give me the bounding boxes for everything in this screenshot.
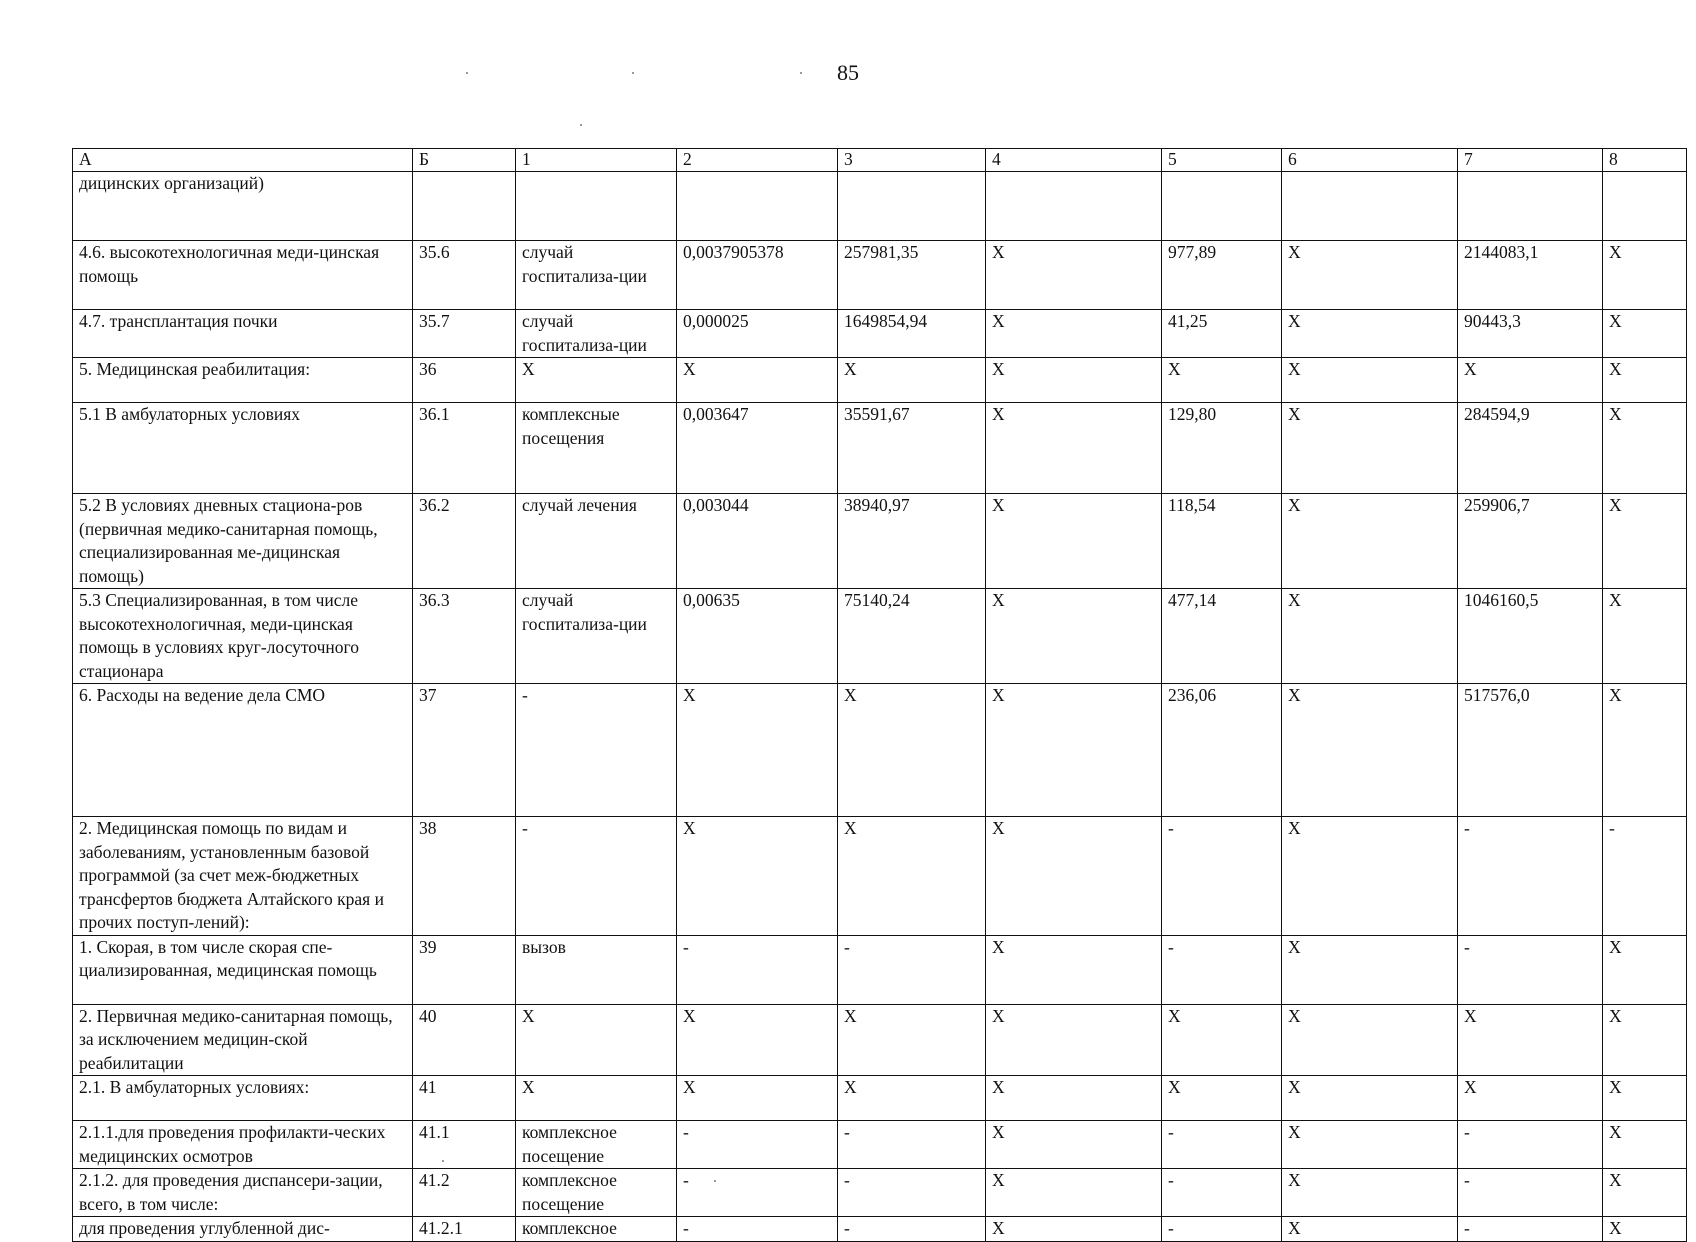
table-cell: X — [1603, 310, 1687, 358]
table-cell: X — [1162, 1004, 1282, 1076]
table-cell: комплексное посещение — [516, 1169, 677, 1217]
table-row — [73, 817, 1687, 936]
table-cell: X — [986, 1121, 1162, 1169]
table-cell: 35591,67 — [838, 403, 986, 494]
table-cell: 1. Скорая, в том числе скорая спе-циализированная, медицинская помощь — [73, 935, 413, 1004]
table-cell: 1649854,94 — [838, 310, 986, 358]
table-cell: 41.2 — [413, 1169, 516, 1217]
table-cell: X — [1282, 494, 1458, 589]
table-cell: X — [1603, 1217, 1687, 1242]
table-cell: - — [1162, 935, 1282, 1004]
table-cell: 38 — [413, 817, 516, 936]
table-cell — [838, 172, 986, 241]
table-cell: 259906,7 — [1458, 494, 1603, 589]
table-cell: 75140,24 — [838, 589, 986, 684]
table-cell: 36 — [413, 358, 516, 403]
table-row — [73, 1004, 1687, 1076]
table-cell — [413, 172, 516, 241]
table-cell: 2. Первичная медико-санитарная помощь, за исключением медицин-ской реабилитации — [73, 1004, 413, 1076]
table-cell: X — [986, 1217, 1162, 1242]
table-cell: X — [986, 241, 1162, 310]
table-cell: X — [1282, 358, 1458, 403]
table-cell — [677, 172, 838, 241]
table-cell: X — [1603, 1121, 1687, 1169]
table-cell: X — [1603, 684, 1687, 817]
table-cell: - — [1458, 1121, 1603, 1169]
table-cell: X — [986, 1169, 1162, 1217]
page-number: 85 — [837, 60, 859, 85]
table-cell: 2. Медицинская помощь по видам и заболеваниям, установленным базовой программой (за счет меж-бюджетных трансфертов бюджета Алтайского края и прочих поступ-лений): — [73, 817, 413, 936]
table-row — [73, 172, 1687, 241]
table-cell: X — [677, 358, 838, 403]
table-cell: 41 — [413, 1076, 516, 1121]
table-cell: X — [986, 494, 1162, 589]
table-cell: X — [1603, 358, 1687, 403]
header-cell: 7 — [1458, 149, 1603, 172]
table-cell: X — [1603, 1076, 1687, 1121]
table-cell: 36.3 — [413, 589, 516, 684]
table-cell: 517576,0 — [1458, 684, 1603, 817]
table-cell: - — [1162, 1217, 1282, 1242]
table-cell: X — [1458, 1004, 1603, 1076]
table-cell: X — [1282, 817, 1458, 936]
table-cell: X — [516, 358, 677, 403]
table-cell: X — [677, 684, 838, 817]
table-cell: 257981,35 — [838, 241, 986, 310]
table-cell: 39 — [413, 935, 516, 1004]
table-cell: 35.7 — [413, 310, 516, 358]
table-cell — [516, 172, 677, 241]
table-cell: 0,0037905378 — [677, 241, 838, 310]
table-cell: X — [1282, 241, 1458, 310]
table-cell: - — [838, 1169, 986, 1217]
table-cell: X — [838, 358, 986, 403]
table-cell: X — [986, 310, 1162, 358]
table-row — [73, 1121, 1687, 1169]
table-cell: случай госпитализа-ции — [516, 310, 677, 358]
table-cell — [1162, 172, 1282, 241]
table-cell: X — [838, 817, 986, 936]
table-cell: - — [677, 935, 838, 1004]
table-cell: комплексное посещение — [516, 1121, 677, 1169]
table-cell: дицинских организаций) — [73, 172, 413, 241]
table-cell: X — [986, 684, 1162, 817]
table-cell: - — [838, 935, 986, 1004]
table-cell: 5. Медицинская реабилитация: — [73, 358, 413, 403]
table-cell: 36.2 — [413, 494, 516, 589]
table-cell: X — [838, 1076, 986, 1121]
table-cell: X — [1282, 1076, 1458, 1121]
scan-speck — [800, 72, 802, 74]
table-cell: 35.6 — [413, 241, 516, 310]
table-cell — [1282, 172, 1458, 241]
header-cell: 6 — [1282, 149, 1458, 172]
table-cell: вызов — [516, 935, 677, 1004]
table-cell: 37 — [413, 684, 516, 817]
table-cell: 36.1 — [413, 403, 516, 494]
table-cell: X — [1282, 684, 1458, 817]
table-row — [73, 310, 1687, 358]
table-body — [73, 149, 1687, 1242]
table-cell: - — [838, 1121, 986, 1169]
table-cell: комплексные посещения — [516, 403, 677, 494]
header-cell: А — [73, 149, 413, 172]
header-cell: 8 — [1603, 149, 1687, 172]
table-cell: 977,89 — [1162, 241, 1282, 310]
table-cell: X — [986, 358, 1162, 403]
table-row — [73, 935, 1687, 1004]
table-cell: - — [1458, 817, 1603, 936]
table-cell: - — [1458, 935, 1603, 1004]
table-cell: случай лечения — [516, 494, 677, 589]
table-cell: X — [1603, 935, 1687, 1004]
table-cell: 6. Расходы на ведение дела СМО — [73, 684, 413, 817]
table-cell: X — [516, 1076, 677, 1121]
table-cell: X — [986, 935, 1162, 1004]
table-cell: X — [986, 1076, 1162, 1121]
table-cell: случай госпитализа-ции — [516, 241, 677, 310]
table-cell: - — [1458, 1217, 1603, 1242]
table-cell: 38940,97 — [838, 494, 986, 589]
table-cell: 0,000025 — [677, 310, 838, 358]
header-cell: Б — [413, 149, 516, 172]
table-cell: X — [1162, 1076, 1282, 1121]
table-cell: X — [1603, 1004, 1687, 1076]
table-cell: X — [986, 1004, 1162, 1076]
table-cell: - — [1162, 817, 1282, 936]
table-cell: - — [516, 817, 677, 936]
table-cell: 41.2.1 — [413, 1217, 516, 1242]
table-cell: для проведения углубленной дис- — [73, 1217, 413, 1242]
table-row — [73, 494, 1687, 589]
table-cell: X — [677, 1076, 838, 1121]
table-cell: X — [1282, 1169, 1458, 1217]
table-row — [73, 358, 1687, 403]
table-cell: 41.1 — [413, 1121, 516, 1169]
table-cell: - — [1162, 1121, 1282, 1169]
table-cell: - — [1603, 817, 1687, 936]
table-cell: 4.7. трансплантация почки — [73, 310, 413, 358]
table-cell: 2.1. В амбулаторных условиях: — [73, 1076, 413, 1121]
header-cell: 1 — [516, 149, 677, 172]
table-cell: X — [1282, 310, 1458, 358]
table-cell: X — [1282, 935, 1458, 1004]
scan-speck — [580, 124, 582, 126]
table-cell: X — [1603, 403, 1687, 494]
table-cell: 0,00635 — [677, 589, 838, 684]
header-cell: 3 — [838, 149, 986, 172]
table-cell: X — [1282, 1004, 1458, 1076]
table-cell: 0,003647 — [677, 403, 838, 494]
table-cell: 1046160,5 — [1458, 589, 1603, 684]
table-cell: 5.2 В условиях дневных стациона-ров (первичная медико-санитарная помощь, специализированная ме-дицинская помощь) — [73, 494, 413, 589]
table-cell: X — [1282, 589, 1458, 684]
table-cell: X — [986, 817, 1162, 936]
table-cell — [986, 172, 1162, 241]
table-row — [73, 403, 1687, 494]
header-cell: 2 — [677, 149, 838, 172]
table-header-row — [73, 149, 1687, 172]
table-cell: X — [677, 817, 838, 936]
table-cell: X — [1603, 1169, 1687, 1217]
table-row — [73, 1169, 1687, 1217]
table-cell: X — [986, 589, 1162, 684]
table-cell: 477,14 — [1162, 589, 1282, 684]
table-cell: X — [1603, 589, 1687, 684]
table-cell: X — [1603, 241, 1687, 310]
table-cell: X — [1282, 403, 1458, 494]
table-row — [73, 1217, 1687, 1242]
table-cell: - — [516, 684, 677, 817]
data-table — [72, 148, 1687, 1242]
table-row — [73, 684, 1687, 817]
table-cell: 90443,3 — [1458, 310, 1603, 358]
table-cell: X — [1458, 358, 1603, 403]
table-cell: 2.1.2. для проведения диспансери-зации, всего, в том числе: — [73, 1169, 413, 1217]
table-cell: 5.1 В амбулаторных условиях — [73, 403, 413, 494]
table-cell: 40 — [413, 1004, 516, 1076]
table-cell: комплексное — [516, 1217, 677, 1242]
table-cell: X — [1282, 1121, 1458, 1169]
table-cell: 284594,9 — [1458, 403, 1603, 494]
table-cell: 0,003044 — [677, 494, 838, 589]
table-cell: X — [677, 1004, 838, 1076]
header-cell: 4 — [986, 149, 1162, 172]
table-cell: 2144083,1 — [1458, 241, 1603, 310]
scan-speck — [466, 72, 468, 74]
table-cell: X — [986, 403, 1162, 494]
table-cell: 41,25 — [1162, 310, 1282, 358]
table-cell: 129,80 — [1162, 403, 1282, 494]
table-cell: 118,54 — [1162, 494, 1282, 589]
table-cell: - — [1458, 1169, 1603, 1217]
table-cell: - — [677, 1217, 838, 1242]
table-cell: 5.3 Специализированная, в том числе высокотехнологичная, меди-цинская помощь в условиях круг-лосуточного стационара — [73, 589, 413, 684]
table-cell: - — [677, 1121, 838, 1169]
table-cell: X — [1282, 1217, 1458, 1242]
table-cell: X — [1162, 358, 1282, 403]
table-cell — [1603, 172, 1687, 241]
table-cell: - — [1162, 1169, 1282, 1217]
table-cell: X — [838, 684, 986, 817]
table-cell — [1458, 172, 1603, 241]
table-row — [73, 589, 1687, 684]
header-cell: 5 — [1162, 149, 1282, 172]
table-cell: - — [677, 1169, 838, 1217]
table-cell: 236,06 — [1162, 684, 1282, 817]
table-cell: случай госпитализа-ции — [516, 589, 677, 684]
table-cell: X — [1458, 1076, 1603, 1121]
scan-speck — [632, 72, 634, 74]
table-cell: - — [838, 1217, 986, 1242]
table-cell: 4.6. высокотехнологичная меди-цинская помощь — [73, 241, 413, 310]
table-cell: 2.1.1.для проведения профилакти-ческих медицинских осмотров — [73, 1121, 413, 1169]
table-row — [73, 1076, 1687, 1121]
table-cell: X — [838, 1004, 986, 1076]
table-cell: X — [1603, 494, 1687, 589]
table-cell: X — [516, 1004, 677, 1076]
table-row — [73, 241, 1687, 310]
